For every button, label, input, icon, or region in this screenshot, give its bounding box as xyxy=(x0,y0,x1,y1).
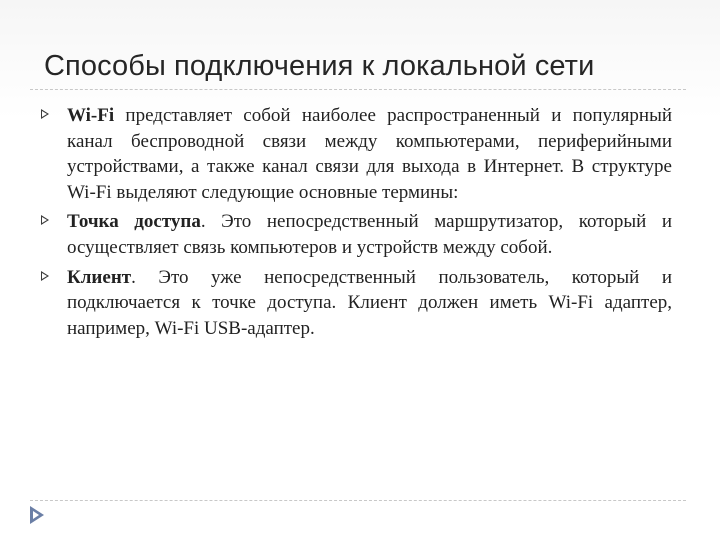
bullet-item-wifi xyxy=(41,103,672,205)
bullet-term: Точка доступа xyxy=(67,211,201,233)
bullet-body: . Это уже непосредственный пользователь, который и подключается к точке доступа. Клиент должен иметь Wi-Fi адаптер, например, Wi-Fi USB-адаптер. xyxy=(67,266,672,339)
next-slide-arrow-icon[interactable] xyxy=(28,505,46,525)
bullet-item-client xyxy=(41,265,672,342)
bullet-body: . Это непосредственный маршрутизатор, который и осуществляет связь компьютеров и устройств между собой. xyxy=(67,211,672,258)
bullet-text xyxy=(67,103,672,205)
bullet-term: Клиент xyxy=(67,266,132,288)
bullet-term: Wi-Fi xyxy=(67,105,115,126)
slide-title: Способы подключения к локальной сети xyxy=(44,50,595,82)
bullet-list xyxy=(41,103,672,345)
bullet-arrow-icon xyxy=(41,215,49,225)
footer-divider xyxy=(30,500,686,501)
bullet-item-access-point xyxy=(41,209,672,260)
bullet-arrow-icon xyxy=(41,271,49,281)
bullet-arrow-icon xyxy=(41,109,49,119)
bullet-text xyxy=(67,265,672,342)
title-divider xyxy=(30,89,686,90)
bullet-text xyxy=(67,209,672,260)
bullet-body: представляет собой наиболее распространенный и популярный канал беспроводной связи между компьютерами, периферийными устройствами, а также канал связи для выхода в Интернет. В структуре Wi-Fi выделяют следующие основные термины: xyxy=(67,105,672,203)
